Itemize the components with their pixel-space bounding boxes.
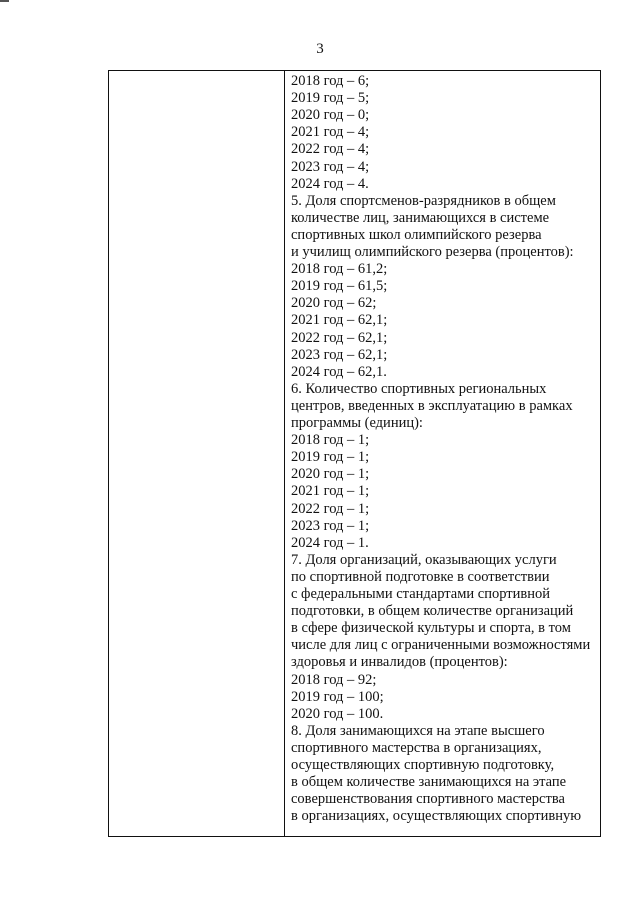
text-line: 2023 год – 62,1; — [291, 346, 388, 363]
text-line: спортивных школ олимпийского резерва — [291, 226, 542, 243]
text-line: центров, введенных в эксплуатацию в рамках — [291, 397, 573, 414]
text-line: 2020 год – 1; — [291, 466, 370, 483]
text-line: 2018 год – 61,2; — [291, 261, 388, 278]
text-line: программы (единиц): — [291, 415, 423, 431]
text-line: 2024 год – 1. — [291, 534, 369, 551]
text-line: в сфере физической культуры и спорта, в том — [291, 620, 571, 637]
text-line: 2018 год – 92; — [291, 671, 377, 688]
text-line: 2024 год – 62,1. — [291, 363, 387, 380]
text-line: по спортивной подготовке в соответствии — [291, 568, 550, 585]
text-line: 2018 год – 6; — [291, 73, 370, 89]
text-line: в общем количестве занимающихся на этапе — [291, 774, 567, 791]
text-line: 2022 год – 4; — [291, 141, 370, 158]
text-line: совершенствования спортивного мастерства — [291, 791, 565, 808]
table-right-cell — [285, 71, 600, 836]
text-line: осуществляющих спортивную подготовку, — [291, 757, 555, 773]
text-line: с федеральными стандартами спортивной — [291, 586, 550, 602]
text-line: 2019 год – 100; — [291, 688, 384, 705]
text-line: 5. Доля спортсменов-разрядников в общем — [291, 192, 556, 209]
text-line: 2019 год – 61,5; — [291, 278, 388, 295]
text-line: и училищ олимпийского резерва (процентов): — [291, 244, 574, 260]
text-line: 2022 год – 62,1; — [291, 329, 388, 346]
text-line: 2019 год – 1; — [291, 449, 370, 466]
text-line: 2020 год – 0; — [291, 107, 370, 124]
text-line: 2024 год – 4. — [291, 175, 369, 192]
page-number: 3 — [316, 41, 324, 57]
text-line: 8. Доля занимающихся на этапе высшего — [291, 722, 545, 739]
table-left-cell — [109, 71, 285, 836]
text-line: 2022 год – 1; — [291, 500, 370, 517]
text-line: 7. Доля организаций, оказывающих услуги — [291, 551, 557, 568]
text-line: 2023 год – 4; — [291, 158, 370, 175]
document-table — [108, 70, 601, 837]
text-line: здоровья и инвалидов (процентов): — [291, 654, 508, 671]
text-line: количестве лиц, занимающихся в системе — [291, 209, 550, 226]
text-line: 2020 год – 62; — [291, 295, 377, 312]
text-line: 2018 год – 1; — [291, 432, 370, 449]
text-line: числе для лиц с ограниченными возможностями — [291, 637, 591, 654]
text-line: 6. Количество спортивных региональных — [291, 380, 547, 397]
text-line: 2023 год – 1; — [291, 517, 370, 534]
text-line: спортивного мастерства в организациях, — [291, 739, 542, 756]
text-line: 2020 год – 100. — [291, 705, 384, 722]
scan-corner-mark — [0, 0, 9, 2]
text-line: 2021 год – 4; — [291, 124, 370, 141]
text-line: в организациях, осуществляющих спортивную — [291, 808, 582, 825]
text-line: 2021 год – 1; — [291, 483, 370, 500]
text-line: подготовки, в общем количестве организаций — [291, 603, 574, 620]
text-line: 2019 год – 5; — [291, 90, 370, 107]
text-line: 2021 год – 62,1; — [291, 312, 388, 329]
